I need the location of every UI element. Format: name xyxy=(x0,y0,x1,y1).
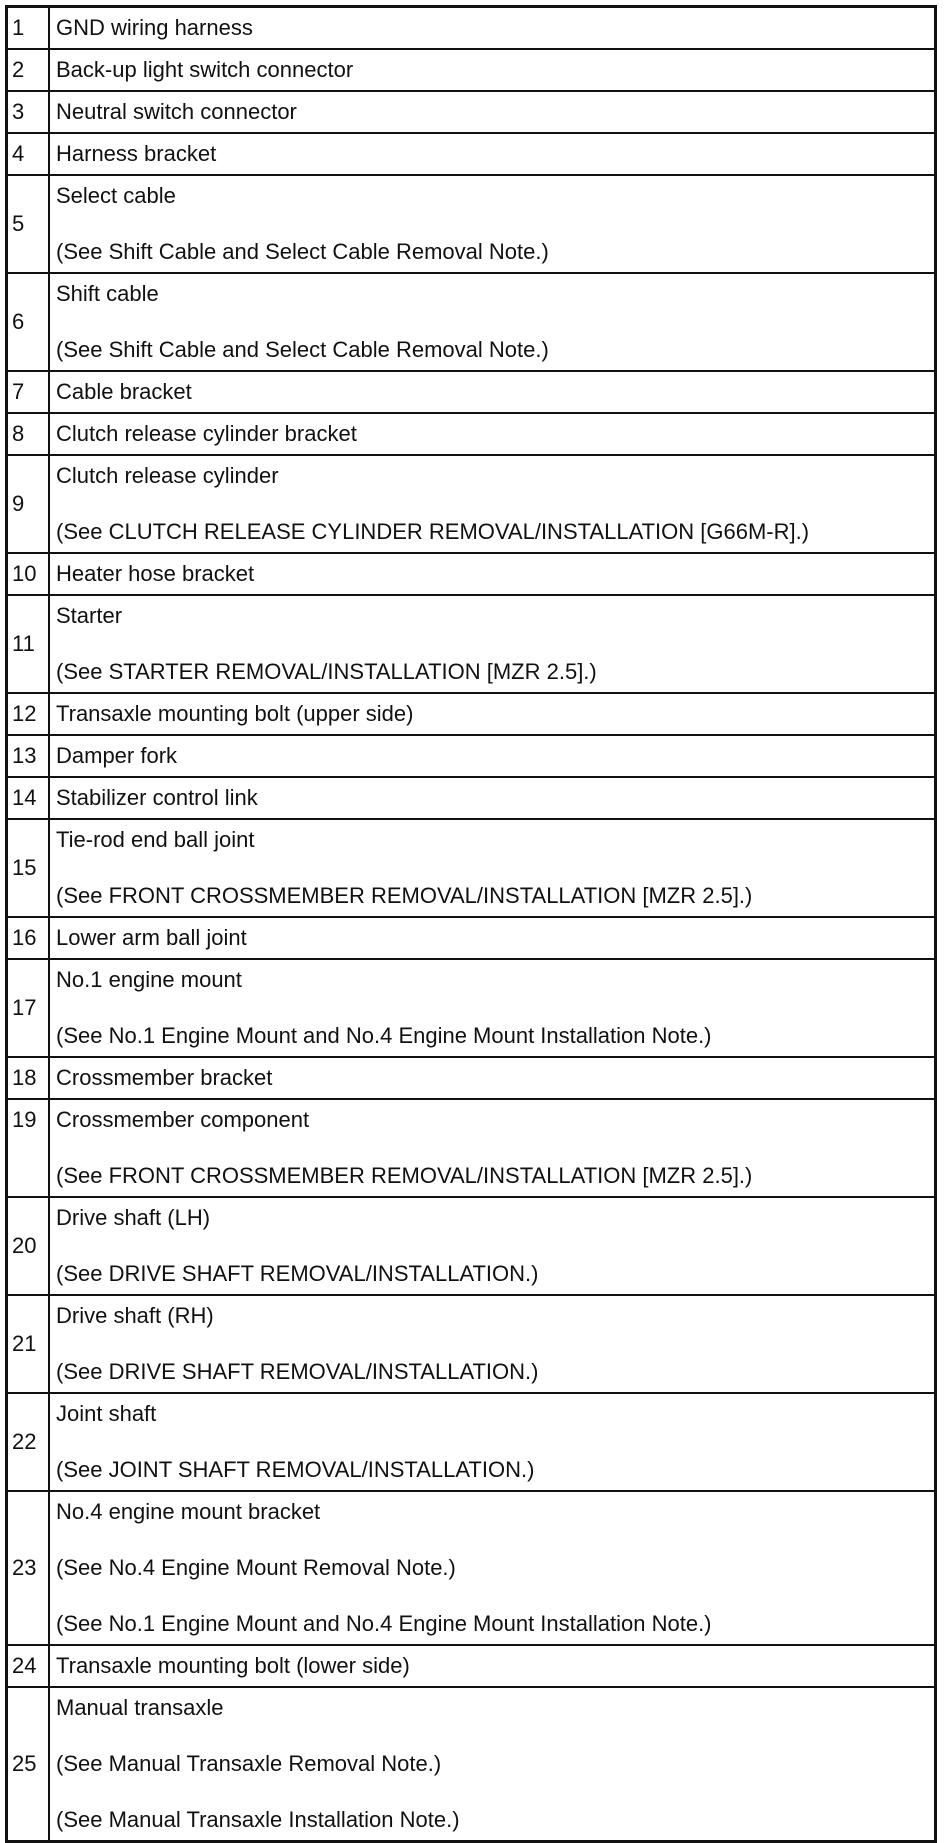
table-row xyxy=(7,371,936,413)
item-description xyxy=(49,1295,936,1393)
item-number: 19 xyxy=(7,1099,50,1197)
reference-note: (See No.1 Engine Mount and No.4 Engine Mount Installation Note.) xyxy=(56,1023,712,1048)
item-name: Back-up light switch connector xyxy=(56,57,354,82)
table-row xyxy=(7,553,936,595)
reference-note: (See FRONT CROSSMEMBER REMOVAL/INSTALLATION [MZR 2.5].) xyxy=(56,883,753,908)
item-number: 3 xyxy=(7,91,50,133)
table-row xyxy=(7,1645,936,1687)
item-description xyxy=(49,175,936,273)
item-name: Cable bracket xyxy=(56,379,192,404)
item-description xyxy=(49,735,936,777)
item-description xyxy=(49,1491,936,1645)
table-row xyxy=(7,273,936,371)
item-description xyxy=(49,553,936,595)
item-description xyxy=(49,455,936,553)
item-number: 21 xyxy=(7,1295,50,1393)
item-name: Starter xyxy=(56,603,123,628)
item-name: Damper fork xyxy=(56,743,178,768)
item-name: Shift cable xyxy=(56,281,159,306)
item-description xyxy=(49,819,936,917)
item-name: Neutral switch connector xyxy=(56,99,297,124)
item-description xyxy=(49,273,936,371)
item-number: 1 xyxy=(7,7,50,50)
item-description xyxy=(49,91,936,133)
table-row xyxy=(7,1057,936,1099)
item-name: Stabilizer control link xyxy=(56,785,258,810)
item-name: Heater hose bracket xyxy=(56,561,255,586)
item-description xyxy=(49,1057,936,1099)
item-description xyxy=(49,413,936,455)
item-number: 4 xyxy=(7,133,50,175)
item-name: GND wiring harness xyxy=(56,15,253,40)
item-number: 11 xyxy=(7,595,50,693)
item-name: Lower arm ball joint xyxy=(56,925,247,950)
reference-note: (See No.4 Engine Mount Removal Note.) xyxy=(56,1555,456,1580)
table-row xyxy=(7,1687,936,1842)
table-row xyxy=(7,413,936,455)
item-name: Clutch release cylinder bracket xyxy=(56,421,357,446)
table-row xyxy=(7,175,936,273)
item-number: 5 xyxy=(7,175,50,273)
item-name: Harness bracket xyxy=(56,141,217,166)
table-row xyxy=(7,133,936,175)
item-number: 13 xyxy=(7,735,50,777)
table-row xyxy=(7,735,936,777)
item-name: Drive shaft (LH) xyxy=(56,1205,211,1230)
table-row xyxy=(7,91,936,133)
reference-note: (See CLUTCH RELEASE CYLINDER REMOVAL/INSTALLATION [G66M-R].) xyxy=(56,519,810,544)
item-number: 16 xyxy=(7,917,50,959)
item-name: Joint shaft xyxy=(56,1401,157,1426)
item-description xyxy=(49,371,936,413)
item-number: 25 xyxy=(7,1687,50,1842)
reference-note: (See JOINT SHAFT REMOVAL/INSTALLATION.) xyxy=(56,1457,535,1482)
item-number: 2 xyxy=(7,49,50,91)
reference-note: (See No.1 Engine Mount and No.4 Engine Mount Installation Note.) xyxy=(56,1611,712,1636)
item-description xyxy=(49,917,936,959)
reference-note: (See FRONT CROSSMEMBER REMOVAL/INSTALLATION [MZR 2.5].) xyxy=(56,1163,753,1188)
table-row xyxy=(7,777,936,819)
item-name: Select cable xyxy=(56,183,176,208)
item-number: 6 xyxy=(7,273,50,371)
reference-note: (See STARTER REMOVAL/INSTALLATION [MZR 2.5].) xyxy=(56,659,597,684)
item-name: Crossmember component xyxy=(56,1107,310,1132)
item-number: 9 xyxy=(7,455,50,553)
table-row xyxy=(7,693,936,735)
table-row xyxy=(7,455,936,553)
item-description xyxy=(49,1099,936,1197)
item-description xyxy=(49,1645,936,1687)
table-row xyxy=(7,819,936,917)
item-number: 20 xyxy=(7,1197,50,1295)
item-name: Tie-rod end ball joint xyxy=(56,827,255,852)
item-name: Clutch release cylinder xyxy=(56,463,279,488)
reference-note: (See Shift Cable and Select Cable Removal Note.) xyxy=(56,337,549,362)
item-name: Manual transaxle xyxy=(56,1695,224,1720)
item-number: 17 xyxy=(7,959,50,1057)
item-name: No.4 engine mount bracket xyxy=(56,1499,321,1524)
item-description xyxy=(49,7,936,50)
reference-note: (See DRIVE SHAFT REMOVAL/INSTALLATION.) xyxy=(56,1359,539,1384)
table-row xyxy=(7,1393,936,1491)
item-number: 23 xyxy=(7,1491,50,1645)
item-description xyxy=(49,1197,936,1295)
item-name: Transaxle mounting bolt (lower side) xyxy=(56,1653,410,1678)
item-number: 15 xyxy=(7,819,50,917)
item-name: No.1 engine mount xyxy=(56,967,242,992)
table-row xyxy=(7,49,936,91)
item-number: 12 xyxy=(7,693,50,735)
item-description xyxy=(49,959,936,1057)
item-number: 22 xyxy=(7,1393,50,1491)
item-number: 14 xyxy=(7,777,50,819)
item-number: 24 xyxy=(7,1645,50,1687)
reference-note: (See Shift Cable and Select Cable Removal Note.) xyxy=(56,239,549,264)
item-description xyxy=(49,133,936,175)
parts-table xyxy=(5,5,937,1843)
item-description xyxy=(49,1687,936,1842)
item-number: 18 xyxy=(7,1057,50,1099)
item-description xyxy=(49,777,936,819)
item-number: 10 xyxy=(7,553,50,595)
item-description xyxy=(49,595,936,693)
item-number: 7 xyxy=(7,371,50,413)
item-description xyxy=(49,49,936,91)
item-name: Crossmember bracket xyxy=(56,1065,273,1090)
reference-note: (See Manual Transaxle Removal Note.) xyxy=(56,1751,442,1776)
table-row xyxy=(7,1295,936,1393)
table-row xyxy=(7,1491,936,1645)
item-name: Transaxle mounting bolt (upper side) xyxy=(56,701,414,726)
reference-note: (See Manual Transaxle Installation Note.) xyxy=(56,1807,460,1832)
reference-note: (See DRIVE SHAFT REMOVAL/INSTALLATION.) xyxy=(56,1261,539,1286)
table-row xyxy=(7,595,936,693)
parts-table-body xyxy=(7,7,936,1842)
item-description xyxy=(49,1393,936,1491)
table-row xyxy=(7,1197,936,1295)
table-row xyxy=(7,917,936,959)
item-name: Drive shaft (RH) xyxy=(56,1303,214,1328)
table-row xyxy=(7,1099,936,1197)
table-row xyxy=(7,959,936,1057)
table-row xyxy=(7,7,936,50)
item-number: 8 xyxy=(7,413,50,455)
item-description xyxy=(49,693,936,735)
